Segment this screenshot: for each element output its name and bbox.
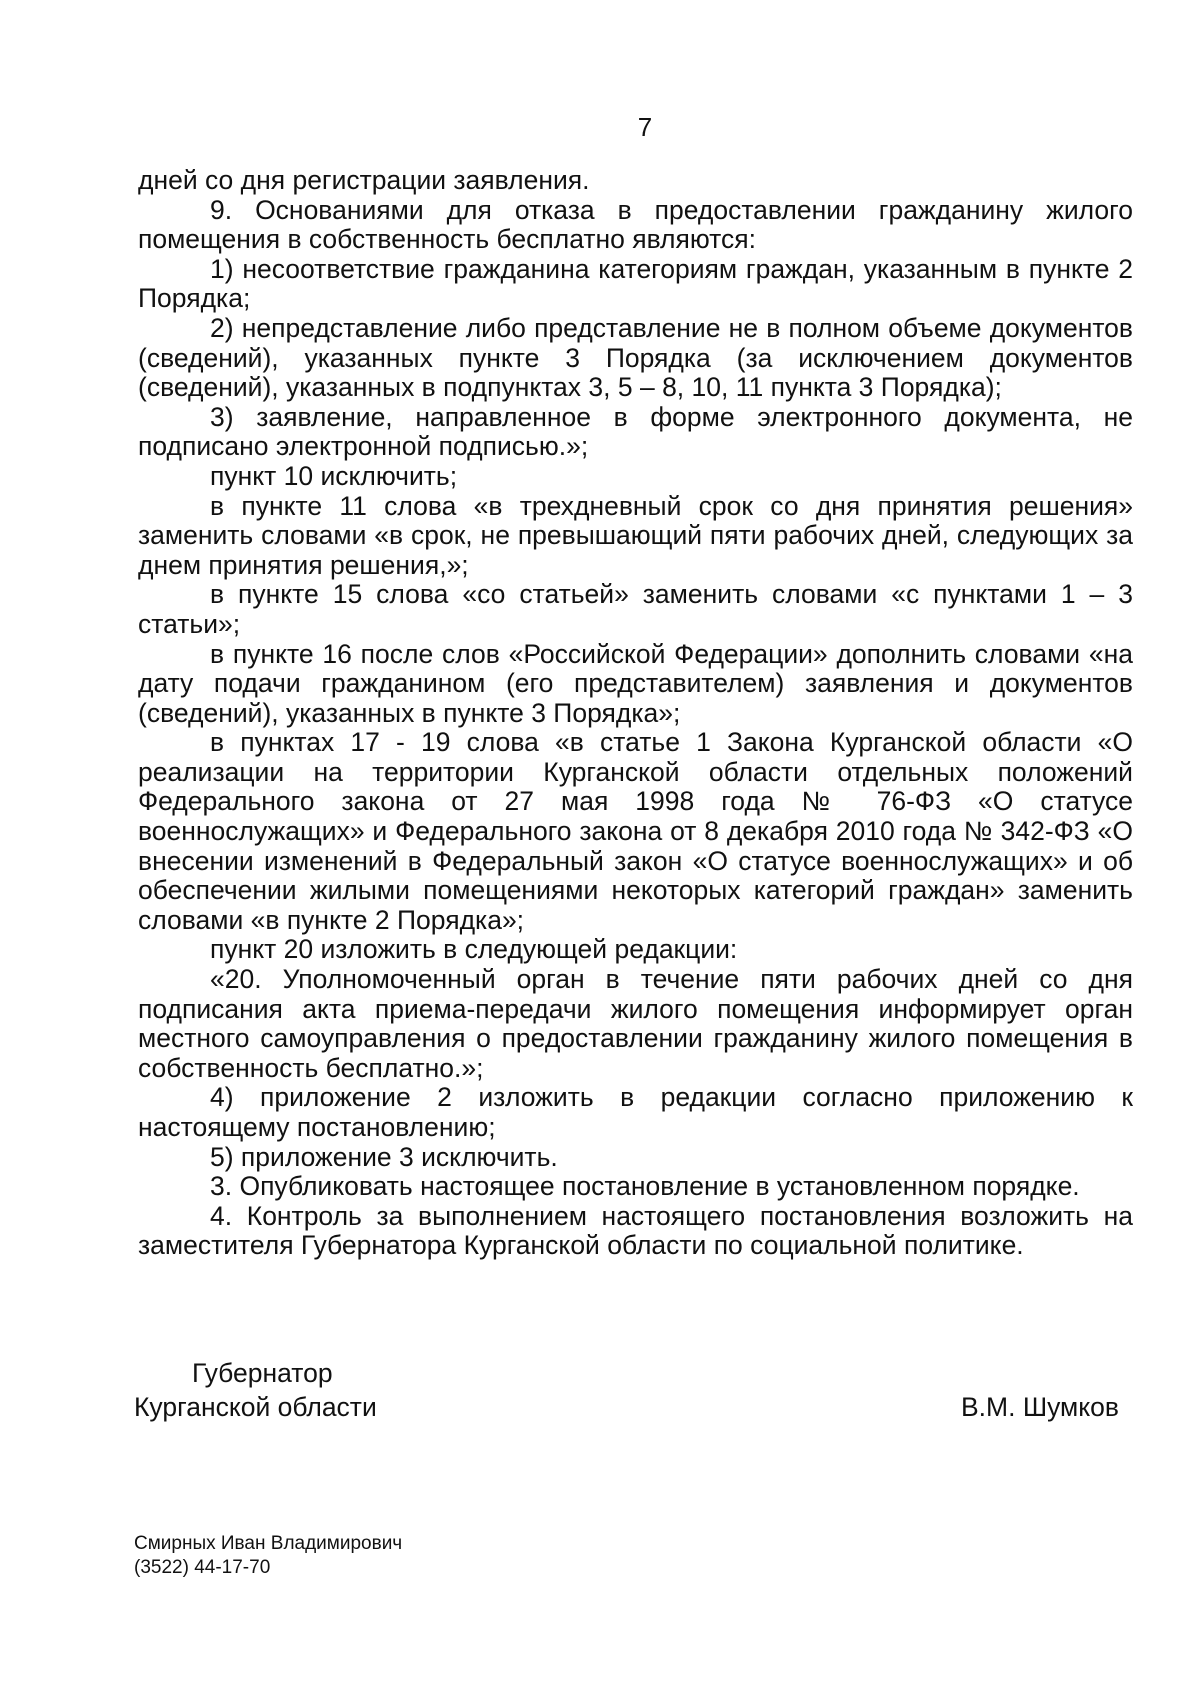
paragraph: в пунктах 17 - 19 слова «в статье 1 Закона Курганской области «О реализации на территории Курганской области отдельных положений Федерального закона от 27 мая 1998 года № 76-ФЗ «О статусе военнослужащих» и Федерального закона от 8 декабря 2010 года № 342-ФЗ «О внесении изменений в Федеральный закон «О статусе военнослужащих» и об обеспечении жилыми помещениями некоторых категорий граждан» заменить словами «в пункте 2 Порядка»;	[138, 727, 1133, 935]
signatory-position: Губернатор	[192, 1358, 333, 1388]
paragraph: 4) приложение 2 изложить в редакции согласно приложению к настоящему постановлению;	[138, 1082, 1133, 1142]
paragraph: 4. Контроль за выполнением настоящего постановления возложить на заместителя Губернатора Курганской области по социальной политике.	[138, 1200, 1133, 1261]
paragraph: дней со дня регистрации заявления.	[138, 165, 590, 195]
paragraph: 3. Опубликовать настоящее постановление в установленном порядке.	[210, 1171, 1080, 1202]
executor-name: Смирных Иван Владимирович	[134, 1533, 403, 1554]
paragraph: в пункте 11 слова «в трехдневный срок со дня принятия решения» заменить словами «в срок, не превышающий пяти рабочих дней, следующих за днем принятия решения,»;	[138, 490, 1133, 580]
paragraph: 5) приложение 3 исключить.	[210, 1141, 558, 1172]
executor-info	[134, 1532, 402, 1580]
paragraph: пункт 10 исключить;	[210, 460, 458, 491]
paragraph: в пункте 15 слова «со статьей» заменить словами «с пунктами 1 – 3 статьи»;	[138, 579, 1133, 639]
paragraph: пункт 20 изложить в следующей редакции:	[210, 934, 738, 965]
paragraph: в пункте 16 после слов «Российской Федерации» дополнить словами «на дату подачи гражданином (его представителем) заявления и документов (сведений), указанных в пункте 3 Порядка»;	[138, 638, 1133, 728]
signatory-name: В.М. Шумков	[960, 1392, 1119, 1422]
signatory-region: Курганской области	[134, 1392, 377, 1422]
paragraph: 1) несоответствие гражданина категориям граждан, указанным в пункте 2 Порядка;	[138, 253, 1133, 314]
document-body	[138, 166, 1133, 1261]
paragraph: 9. Основаниями для отказа в предоставлении гражданину жилого помещения в собственность бесплатно являются:	[138, 194, 1133, 255]
signatory-title	[134, 1356, 534, 1424]
paragraph: 2) непредставление либо представление не в полном объеме документов (сведений), указанных пункте 3 Порядка (за исключением документов (сведений), указанных в подпунктах 3, 5 – 8, 10, 11 пункта 3 Порядка);	[138, 312, 1133, 403]
paragraph: 3) заявление, направленное в форме электронного документа, не подписано электронной подписью.»;	[138, 401, 1133, 462]
executor-phone: (3522) 44-17-70	[134, 1557, 271, 1578]
paragraph: «20. Уполномоченный орган в течение пяти рабочих дней со дня подписания акта приема-передачи жилого помещения информирует орган местного самоуправления о предоставлении гражданину жилого помещения в собственность бесплатно.»;	[138, 964, 1133, 1083]
page-number: 7	[637, 112, 653, 142]
